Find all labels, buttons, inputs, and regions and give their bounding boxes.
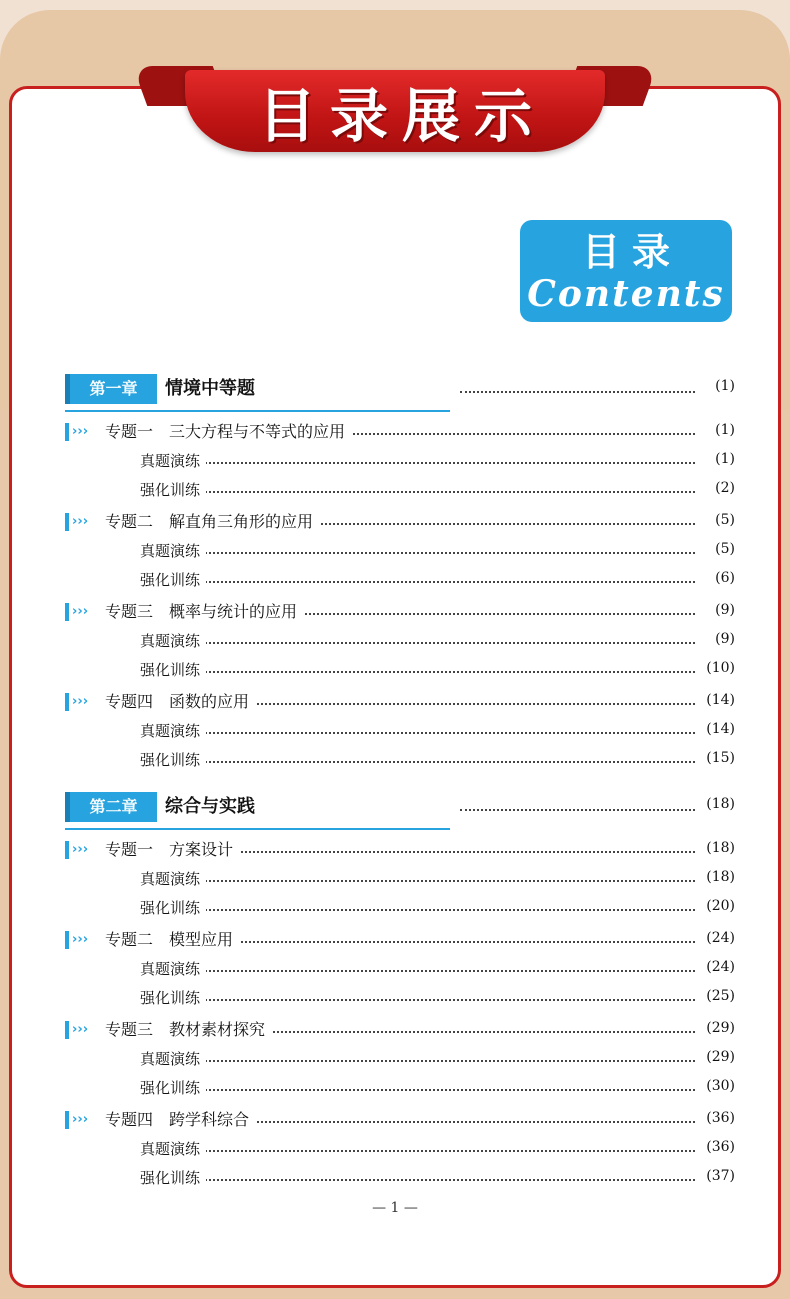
chevron-marker-icon: ››› — [65, 1111, 95, 1129]
topic-page-number: (36) — [706, 1110, 735, 1126]
contents-badge-en: Contents — [527, 273, 725, 315]
subsection-entry[interactable] — [140, 658, 735, 682]
leader-dots — [140, 880, 695, 882]
chevron-marker-icon: ››› — [65, 423, 95, 441]
subsection-label: 真题演练 — [140, 449, 206, 473]
subsection-entry[interactable] — [140, 719, 735, 743]
subsection-label: 真题演练 — [140, 539, 206, 563]
subsection-page-number: (18) — [706, 869, 735, 885]
chapter-page-number: (1) — [715, 378, 735, 394]
subsection-page-number: (9) — [715, 631, 735, 647]
topic-page-number: (5) — [715, 512, 735, 528]
subsection-label: 强化训练 — [140, 748, 206, 772]
topic-label: 专题四 函数的应用 — [105, 690, 255, 714]
topic-entry[interactable] — [65, 1018, 735, 1042]
leader-dots — [140, 909, 695, 911]
subsection-label: 强化训练 — [140, 986, 206, 1010]
subsection-page-number: (10) — [706, 660, 735, 676]
leader-dots — [140, 491, 695, 493]
topic-entry[interactable] — [65, 600, 735, 624]
leader-dots — [140, 999, 695, 1001]
subsection-entry[interactable] — [140, 539, 735, 563]
chapter-tag: 第一章 — [65, 374, 157, 404]
chevron-marker-icon: ››› — [65, 1021, 95, 1039]
subsection-page-number: (15) — [706, 750, 735, 766]
topic-label: 专题四 跨学科综合 — [105, 1108, 255, 1132]
topic-page-number: (9) — [715, 602, 735, 618]
topic-entry[interactable] — [65, 510, 735, 534]
subsection-entry[interactable] — [140, 1137, 735, 1161]
subsection-label: 强化训练 — [140, 1076, 206, 1100]
topic-entry[interactable] — [65, 1108, 735, 1132]
contents-badge-cn: 目录 — [581, 230, 682, 274]
subsection-page-number: (37) — [706, 1168, 735, 1184]
subsection-entry[interactable] — [140, 478, 735, 502]
subsection-page-number: (5) — [715, 541, 735, 557]
topic-entry[interactable] — [65, 420, 735, 444]
leader-dots — [460, 809, 695, 811]
leader-dots — [140, 462, 695, 464]
leader-dots — [140, 970, 695, 972]
topic-entry[interactable] — [65, 838, 735, 862]
subsection-entry[interactable] — [140, 1076, 735, 1100]
topic-page-number: (29) — [706, 1020, 735, 1036]
leader-dots — [140, 1179, 695, 1181]
subsection-entry[interactable] — [140, 1166, 735, 1190]
chapter-tag: 第二章 — [65, 792, 157, 822]
subsection-entry[interactable] — [140, 568, 735, 592]
subsection-page-number: (6) — [715, 570, 735, 586]
chevron-marker-icon: ››› — [65, 693, 95, 711]
subsection-entry[interactable] — [140, 867, 735, 891]
subsection-label: 真题演练 — [140, 867, 206, 891]
subsection-label: 强化训练 — [140, 568, 206, 592]
topic-page-number: (18) — [706, 840, 735, 856]
leader-dots — [140, 581, 695, 583]
subsection-label: 强化训练 — [140, 658, 206, 682]
topic-label: 专题二 模型应用 — [105, 928, 239, 952]
subsection-label: 强化训练 — [140, 1166, 206, 1190]
subsection-label: 强化训练 — [140, 896, 206, 920]
subsection-page-number: (24) — [706, 959, 735, 975]
leader-dots — [140, 1089, 695, 1091]
topic-label: 专题三 概率与统计的应用 — [105, 600, 303, 624]
topic-label: 专题三 教材素材探究 — [105, 1018, 271, 1042]
topic-label: 专题一 三大方程与不等式的应用 — [105, 420, 351, 444]
subsection-page-number: (1) — [715, 451, 735, 467]
subsection-page-number: (20) — [706, 898, 735, 914]
chapter-underline — [65, 410, 450, 412]
chapter-title: 综合与实践 — [165, 796, 255, 817]
leader-dots — [140, 552, 695, 554]
chapter-underline — [65, 828, 450, 830]
subsection-entry[interactable] — [140, 957, 735, 981]
page-number: — 1 — — [372, 1200, 418, 1216]
subsection-label: 真题演练 — [140, 1137, 206, 1161]
subsection-label: 强化训练 — [140, 478, 206, 502]
chapter-heading[interactable] — [65, 792, 735, 822]
subsection-label: 真题演练 — [140, 1047, 206, 1071]
subsection-entry[interactable] — [140, 629, 735, 653]
leader-dots — [140, 1150, 695, 1152]
leader-dots — [140, 761, 695, 763]
subsection-page-number: (29) — [706, 1049, 735, 1065]
topic-page-number: (1) — [715, 422, 735, 438]
topic-label: 专题一 方案设计 — [105, 838, 239, 862]
contents-badge — [520, 220, 732, 322]
leader-dots — [140, 732, 695, 734]
subsection-label: 真题演练 — [140, 719, 206, 743]
chapter-title: 情境中等题 — [165, 378, 255, 399]
subsection-page-number: (2) — [715, 480, 735, 496]
subsection-label: 真题演练 — [140, 629, 206, 653]
leader-dots — [140, 671, 695, 673]
subsection-entry[interactable] — [140, 748, 735, 772]
title-banner — [185, 70, 605, 152]
chevron-marker-icon: ››› — [65, 841, 95, 859]
subsection-entry[interactable] — [140, 896, 735, 920]
subsection-label: 真题演练 — [140, 957, 206, 981]
leader-dots — [140, 1060, 695, 1062]
leader-dots — [140, 642, 695, 644]
topic-page-number: (24) — [706, 930, 735, 946]
chevron-marker-icon: ››› — [65, 513, 95, 531]
chevron-marker-icon: ››› — [65, 603, 95, 621]
subsection-page-number: (36) — [706, 1139, 735, 1155]
topic-entry[interactable] — [65, 690, 735, 714]
leader-dots — [460, 391, 695, 393]
topic-page-number: (14) — [706, 692, 735, 708]
subsection-entry[interactable] — [140, 1047, 735, 1071]
topic-entry[interactable] — [65, 928, 735, 952]
subsection-page-number: (30) — [706, 1078, 735, 1094]
chapter-page-number: (18) — [706, 796, 735, 812]
topic-label: 专题二 解直角三角形的应用 — [105, 510, 319, 534]
subsection-page-number: (14) — [706, 721, 735, 737]
banner-title: 目录展示 — [257, 82, 546, 150]
chapter-heading[interactable] — [65, 374, 735, 404]
chevron-marker-icon: ››› — [65, 931, 95, 949]
subsection-page-number: (25) — [706, 988, 735, 1004]
subsection-entry[interactable] — [140, 449, 735, 473]
subsection-entry[interactable] — [140, 986, 735, 1010]
